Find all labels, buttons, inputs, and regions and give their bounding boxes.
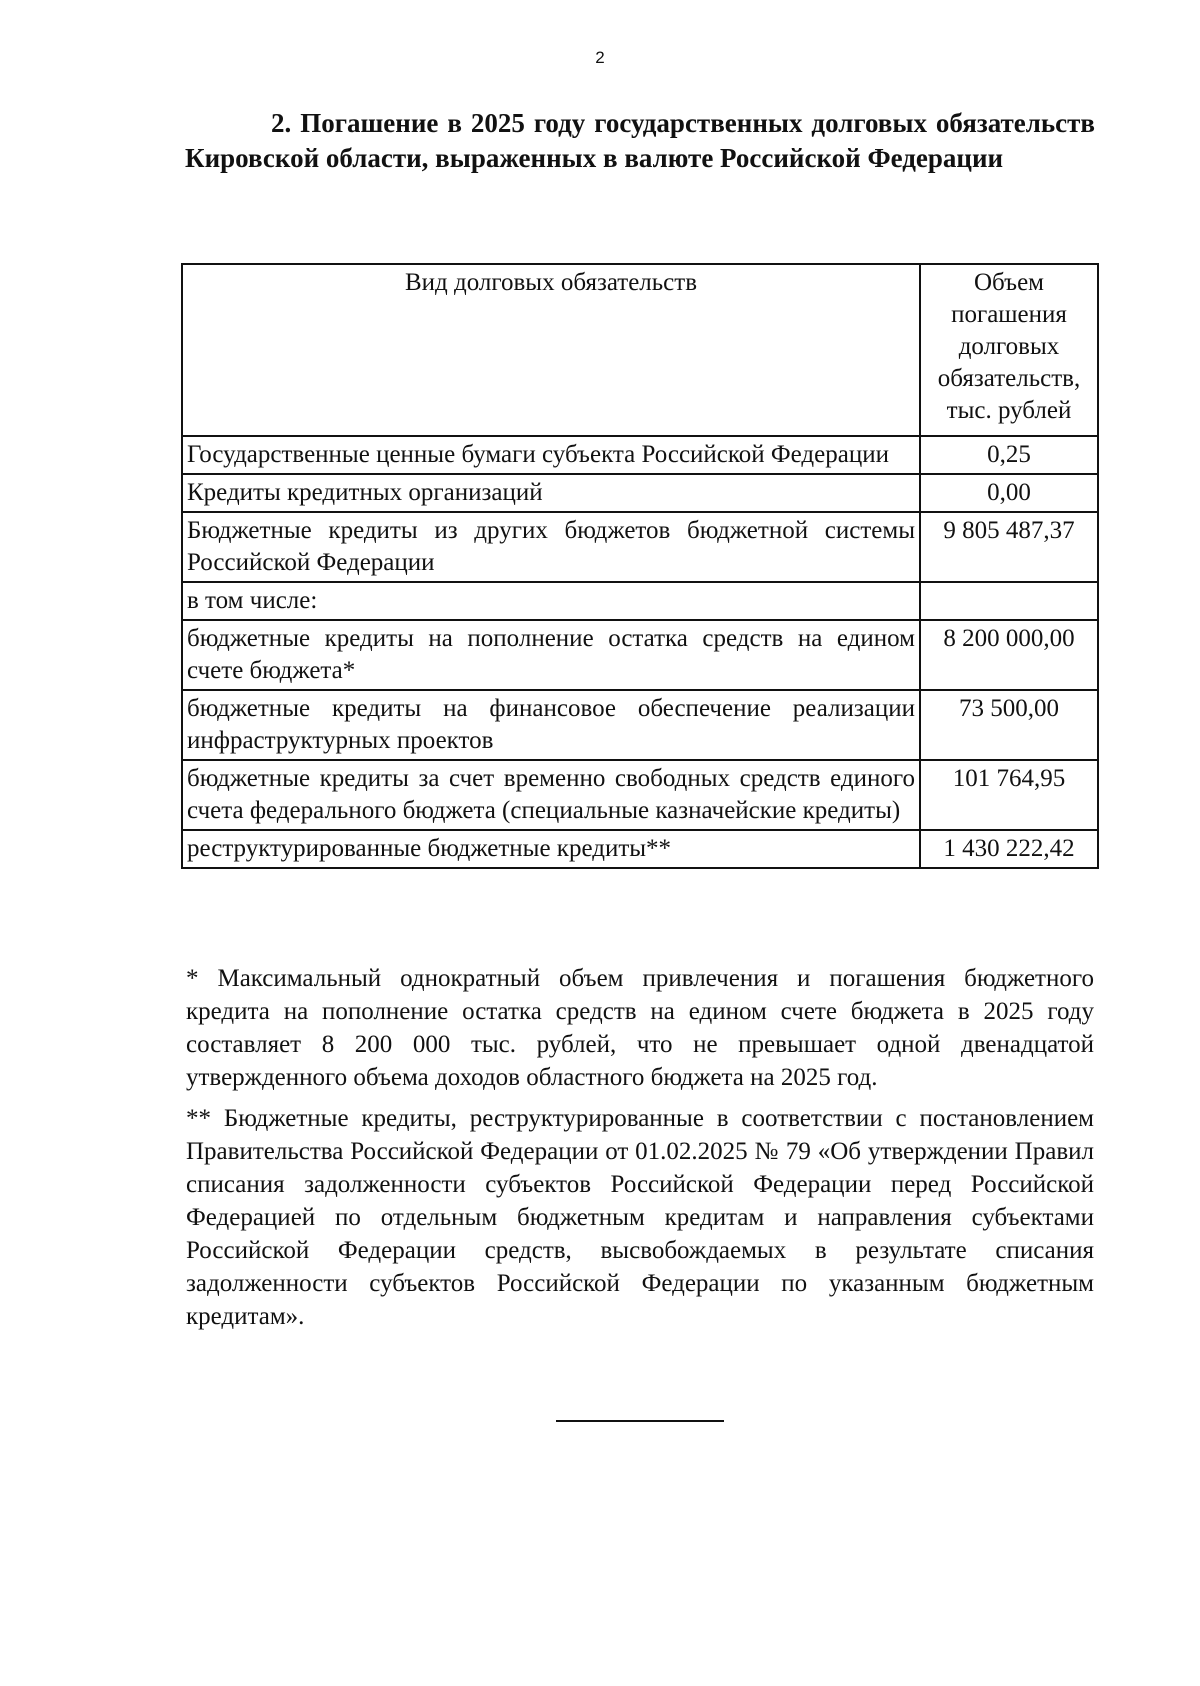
header-repayment-amount: Объем погашения долговых обязательств, тыс. рублей [920,264,1098,436]
debt-repayment-table [181,263,1099,869]
table-row [182,512,1098,582]
header-debt-type: Вид долговых обязательств [182,264,920,436]
table-row [182,830,1098,868]
page-number: 2 [595,48,605,67]
table-row [182,690,1098,760]
cell-amount: 8 200 000,00 [920,620,1098,690]
footnote-single-asterisk: * Максимальный однократный объем привлечения и погашения бюджетного кредита на пополнение остатка средств на едином счете бюджета в 2025 году составляет 8 200 000 тыс. рублей, что не превышает одной двенадцатой утвержденного объема доходов областного бюджета на 2025 год. [186,965,1094,1091]
table-row [182,436,1098,474]
section-number: 2. [271,108,292,138]
table-row [182,620,1098,690]
cell-debt-type: Государственные ценные бумаги субъекта Российской Федерации [182,436,920,474]
cell-amount: 9 805 487,37 [920,512,1098,582]
cell-debt-type: Кредиты кредитных организаций [182,474,920,512]
table-row [182,582,1098,620]
cell-debt-type: реструктурированные бюджетные кредиты** [182,830,920,868]
table-header-row [182,264,1098,436]
footnote-double-asterisk: ** Бюджетные кредиты, реструктурированные в соответствии с постановлением Правительства Российской Федерации от 01.02.2025 № 79 «Об утверждении Правил списания задолженности субъектов Российской Федерации перед Российской Федерацией по отдельным бюджетным кредитам и направления субъектами Российской Федерации средств, высвобождаемых в результате списания задолженности субъектов Российской Федерации по указанным бюджетным кредитам». [186,1105,1094,1330]
section-title [185,106,1095,176]
cell-debt-type: Бюджетные кредиты из других бюджетов бюджетной системы Российской Федерации [182,512,920,582]
cell-amount: 73 500,00 [920,690,1098,760]
cell-debt-type: бюджетные кредиты на пополнение остатка средств на едином счете бюджета* [182,620,920,690]
cell-amount: 0,00 [920,474,1098,512]
end-of-document-rule [556,1420,724,1422]
cell-debt-type: бюджетные кредиты на финансовое обеспечение реализации инфраструктурных проектов [182,690,920,760]
table-row [182,474,1098,512]
cell-amount [920,582,1098,620]
table-row [182,760,1098,830]
cell-amount: 1 430 222,42 [920,830,1098,868]
cell-amount: 0,25 [920,436,1098,474]
cell-debt-type: бюджетные кредиты за счет временно свободных средств единого счета федерального бюджета (специальные казначейские кредиты) [182,760,920,830]
cell-amount: 101 764,95 [920,760,1098,830]
cell-debt-type: в том числе: [182,582,920,620]
section-title-text: Погашение в 2025 году государственных долговых обязательств Кировской области, выраженных в валюте Российской Федерации [185,108,1096,173]
